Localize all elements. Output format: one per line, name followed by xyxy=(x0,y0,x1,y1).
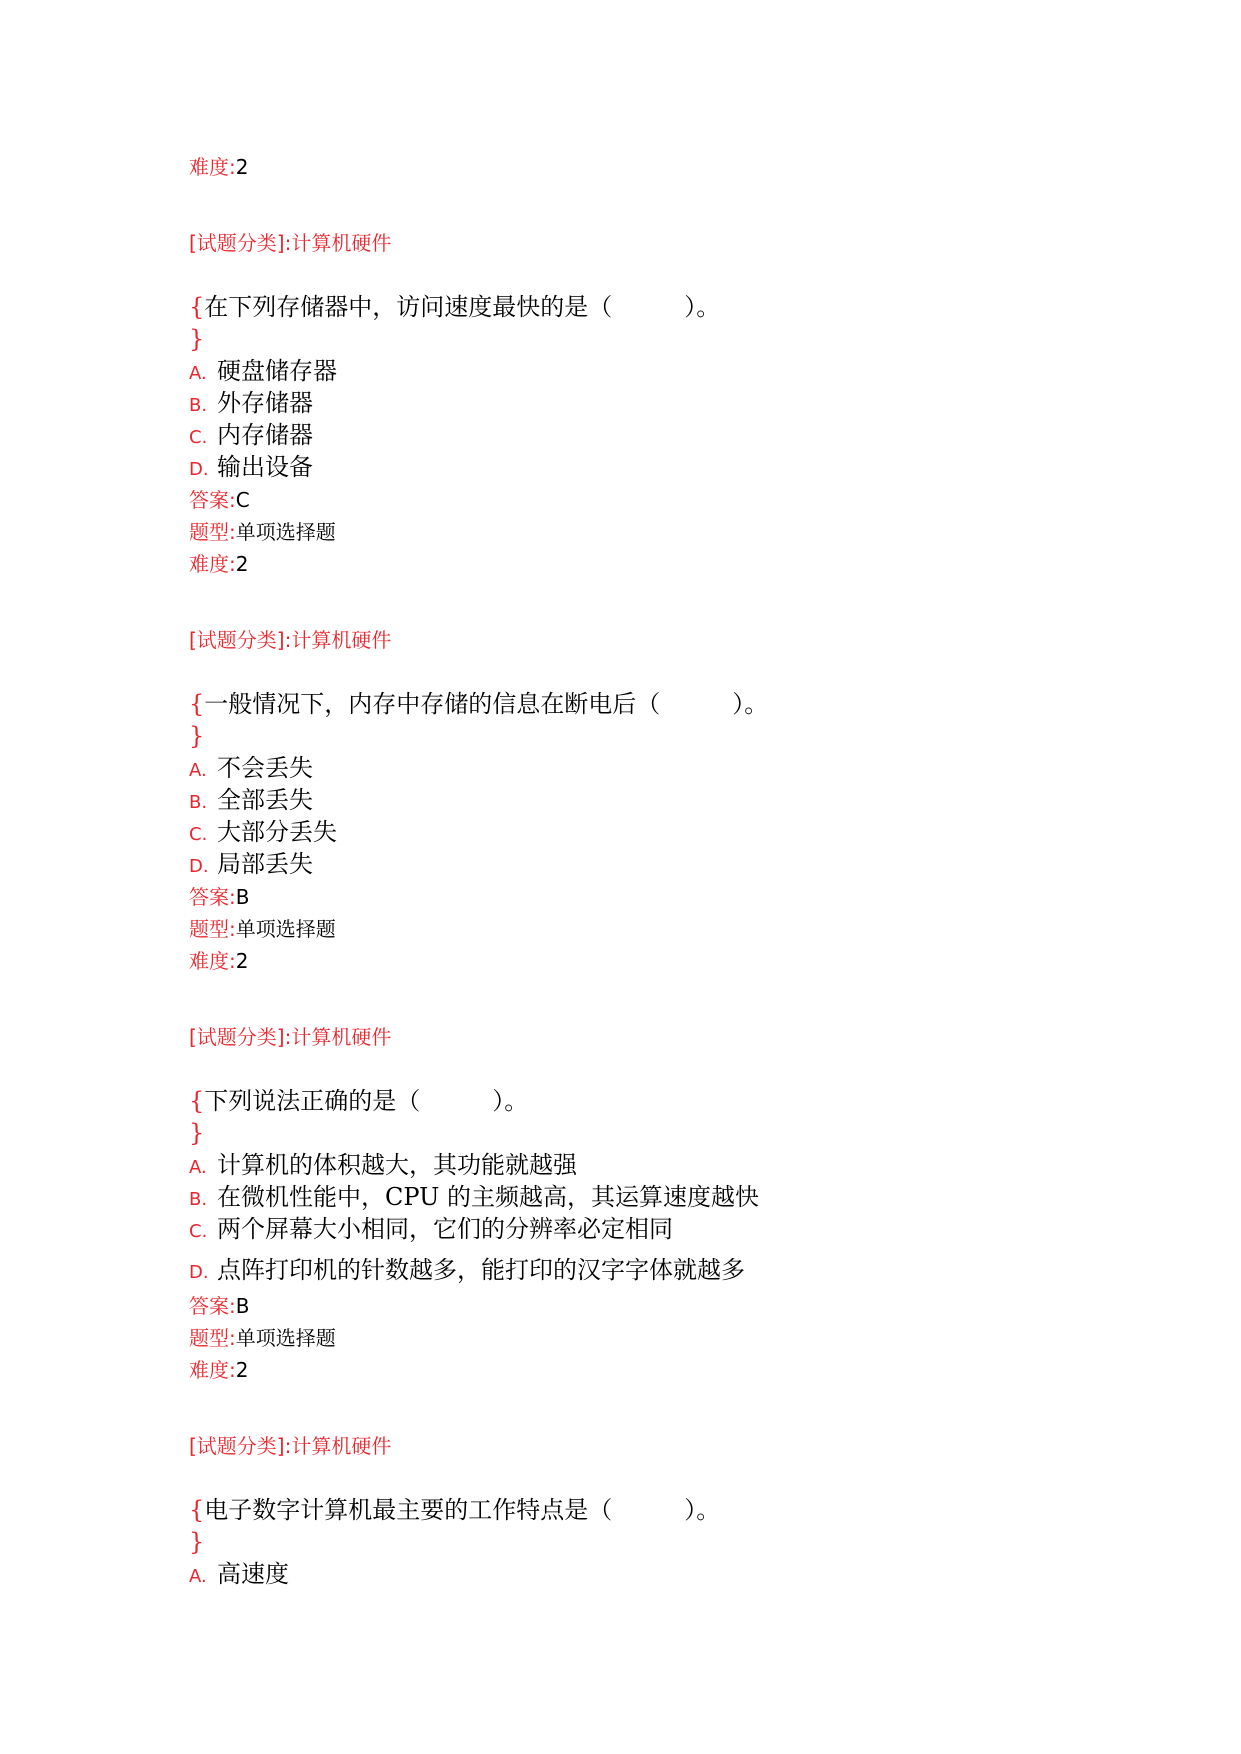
option-c xyxy=(189,1215,673,1246)
difficulty-line xyxy=(189,947,248,975)
open-brace: { xyxy=(189,1087,205,1115)
question-stem: 在下列存储器中，访问速度最快的是（ ）。 xyxy=(204,293,721,321)
option-text: 全部丢失 xyxy=(217,786,313,814)
category-value: 计算机硬件 xyxy=(291,231,392,255)
option-text: 输出设备 xyxy=(217,453,313,481)
type-label: 题型: xyxy=(189,1326,236,1350)
option-letter: C. xyxy=(189,824,208,845)
type-value: 单项选择题 xyxy=(235,917,336,941)
difficulty-label: 难度: xyxy=(189,552,236,576)
category-label: [试题分类]: xyxy=(189,628,292,652)
answer-value: C xyxy=(235,488,250,512)
option-letter: A. xyxy=(189,363,207,384)
difficulty-label: 难度: xyxy=(189,949,236,973)
category-line xyxy=(189,626,391,654)
option-a xyxy=(189,357,337,388)
category-label: [试题分类]: xyxy=(189,1434,292,1458)
option-d xyxy=(189,850,313,881)
answer-line xyxy=(189,883,249,911)
option-d xyxy=(189,1256,745,1287)
difficulty-line xyxy=(189,1356,248,1384)
difficulty-line xyxy=(189,153,248,181)
option-letter: D. xyxy=(189,459,209,480)
option-a xyxy=(189,1560,289,1591)
open-brace: { xyxy=(189,1496,205,1524)
question-stem: 一般情况下，内存中存储的信息在断电后（ ）。 xyxy=(204,690,769,718)
option-letter: A. xyxy=(189,1566,207,1587)
option-letter: C. xyxy=(189,1221,208,1242)
type-line xyxy=(189,915,336,943)
option-text: 大部分丢失 xyxy=(217,818,337,846)
type-label: 题型: xyxy=(189,520,236,544)
question-stem: 下列说法正确的是（ ）。 xyxy=(204,1087,529,1115)
type-value: 单项选择题 xyxy=(235,1326,336,1350)
category-line xyxy=(189,1023,391,1051)
option-letter: A. xyxy=(189,760,207,781)
open-brace: { xyxy=(189,293,205,321)
option-letter: D. xyxy=(189,1262,209,1283)
option-text: 局部丢失 xyxy=(217,850,313,878)
option-letter: D. xyxy=(189,856,209,877)
difficulty-value: 2 xyxy=(235,155,249,179)
question-stem-line xyxy=(189,293,720,321)
difficulty-label: 难度: xyxy=(189,1358,236,1382)
category-label: [试题分类]: xyxy=(189,231,292,255)
close-brace: } xyxy=(189,325,205,353)
category-line xyxy=(189,1432,391,1460)
option-letter: A. xyxy=(189,1157,207,1178)
type-line xyxy=(189,518,336,546)
option-c xyxy=(189,818,337,849)
answer-label: 答案: xyxy=(189,1294,236,1318)
difficulty-label: 难度: xyxy=(189,155,236,179)
option-d xyxy=(189,453,313,484)
answer-line xyxy=(189,1292,249,1320)
type-line xyxy=(189,1324,336,1352)
answer-line xyxy=(189,486,250,514)
option-text: 高速度 xyxy=(217,1560,289,1588)
option-text: 计算机的体积越大，其功能就越强 xyxy=(217,1151,577,1179)
question-stem: 电子数字计算机最主要的工作特点是（ ）。 xyxy=(204,1496,721,1524)
category-line xyxy=(189,229,391,257)
close-brace: } xyxy=(189,1528,205,1556)
option-b xyxy=(189,1183,759,1214)
option-letter: C. xyxy=(189,427,208,448)
option-letter: B. xyxy=(189,1189,208,1210)
option-text: 外存储器 xyxy=(217,389,313,417)
difficulty-value: 2 xyxy=(235,1358,249,1382)
option-b xyxy=(189,389,313,420)
question-stem-line xyxy=(189,1087,528,1115)
answer-value: B xyxy=(235,885,250,909)
option-text: 点阵打印机的针数越多，能打印的汉字字体就越多 xyxy=(217,1256,745,1284)
answer-value: B xyxy=(235,1294,250,1318)
category-value: 计算机硬件 xyxy=(291,1434,392,1458)
option-c xyxy=(189,421,313,452)
option-text: 在微机性能中，CPU 的主频越高，其运算速度越快 xyxy=(217,1183,759,1211)
option-b xyxy=(189,786,313,817)
close-brace: } xyxy=(189,722,205,750)
difficulty-value: 2 xyxy=(235,552,249,576)
option-text: 硬盘储存器 xyxy=(217,357,337,385)
open-brace: { xyxy=(189,690,205,718)
category-value: 计算机硬件 xyxy=(291,628,392,652)
difficulty-value: 2 xyxy=(235,949,249,973)
difficulty-line xyxy=(189,550,248,578)
type-label: 题型: xyxy=(189,917,236,941)
answer-label: 答案: xyxy=(189,488,236,512)
category-value: 计算机硬件 xyxy=(291,1025,392,1049)
option-text: 内存储器 xyxy=(217,421,313,449)
close-brace: } xyxy=(189,1119,205,1147)
category-label: [试题分类]: xyxy=(189,1025,292,1049)
question-stem-line xyxy=(189,690,768,718)
answer-label: 答案: xyxy=(189,885,236,909)
option-a xyxy=(189,754,313,785)
option-a xyxy=(189,1151,577,1182)
question-stem-line xyxy=(189,1496,720,1524)
option-text: 两个屏幕大小相同，它们的分辨率必定相同 xyxy=(217,1215,673,1243)
option-letter: B. xyxy=(189,792,208,813)
option-letter: B. xyxy=(189,395,208,416)
option-text: 不会丢失 xyxy=(217,754,313,782)
type-value: 单项选择题 xyxy=(235,520,336,544)
